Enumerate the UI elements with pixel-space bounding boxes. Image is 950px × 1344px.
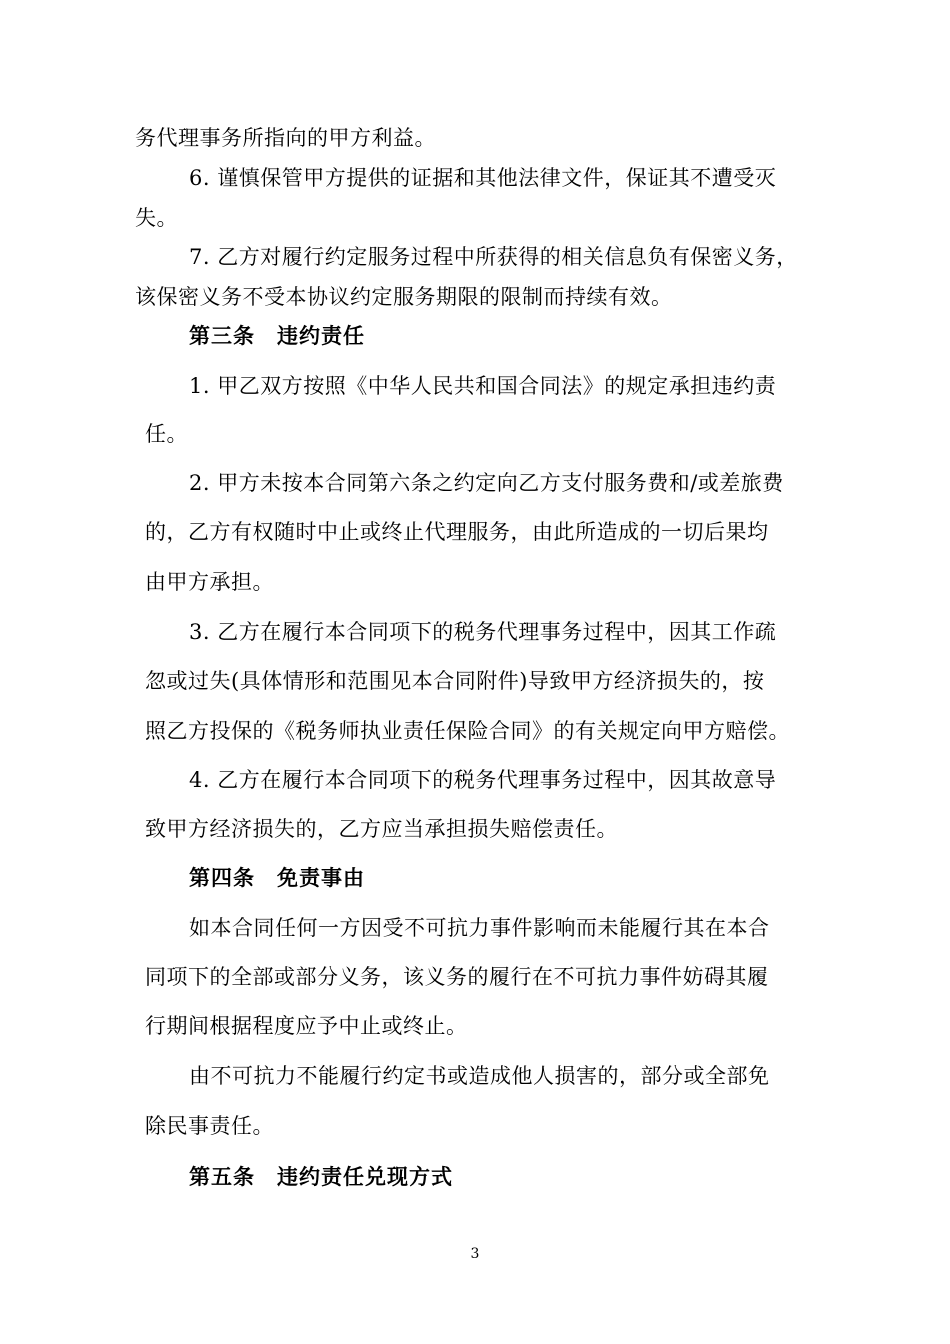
body-line: 失。 [135,206,178,230]
body-line: 任。 [145,422,188,446]
section-heading-4: 第四条 免责事由 [189,866,365,890]
body-line: 2. 甲方未按本合同第六条之约定向乙方支付服务费和/或差旅费 [189,471,784,495]
body-line: 该保密义务不受本协议约定服务期限的限制而持续有效。 [135,285,673,309]
body-line: 如本合同任何一方因受不可抗力事件影响而未能履行其在本合 [189,916,770,940]
body-line: 的，乙方有权随时中止或终止代理服务，由此所造成的一切后果均 [145,520,769,544]
body-line: 同项下的全部或部分义务，该义务的履行在不可抗力事件妨碍其履 [145,965,769,989]
page-number: 3 [470,1246,480,1262]
section-heading-3: 第三条 违约责任 [189,324,365,348]
body-line: 务代理事务所指向的甲方利益。 [135,126,436,150]
body-line: 3. 乙方在履行本合同项下的税务代理事务过程中，因其工作疏 [189,620,777,644]
section-heading-5: 第五条 违约责任兑现方式 [189,1165,453,1189]
body-line: 忽或过失(具体情形和范围见本合同附件)导致甲方经济损失的，按 [145,669,765,693]
body-line: 致甲方经济损失的，乙方应当承担损失赔偿责任。 [145,817,618,841]
body-line: 1. 甲乙双方按照《中华人民共和国合同法》的规定承担违约责 [189,374,777,398]
body-line: 4. 乙方在履行本合同项下的税务代理事务过程中，因其故意导 [189,768,777,792]
body-line: 由甲方承担。 [145,570,274,594]
body-line: 7. 乙方对履行约定服务过程中所获得的相关信息负有保密义务， [189,245,798,269]
body-line: 除民事责任。 [145,1114,274,1138]
body-line: 6. 谨慎保管甲方提供的证据和其他法律文件，保证其不遭受灭 [189,166,777,190]
body-line: 由不可抗力不能履行约定书或造成他人损害的，部分或全部免 [189,1064,770,1088]
body-line: 照乙方投保的《税务师执业责任保险合同》的有关规定向甲方赔偿。 [145,719,790,743]
body-line: 行期间根据程度应予中止或终止。 [145,1014,468,1038]
